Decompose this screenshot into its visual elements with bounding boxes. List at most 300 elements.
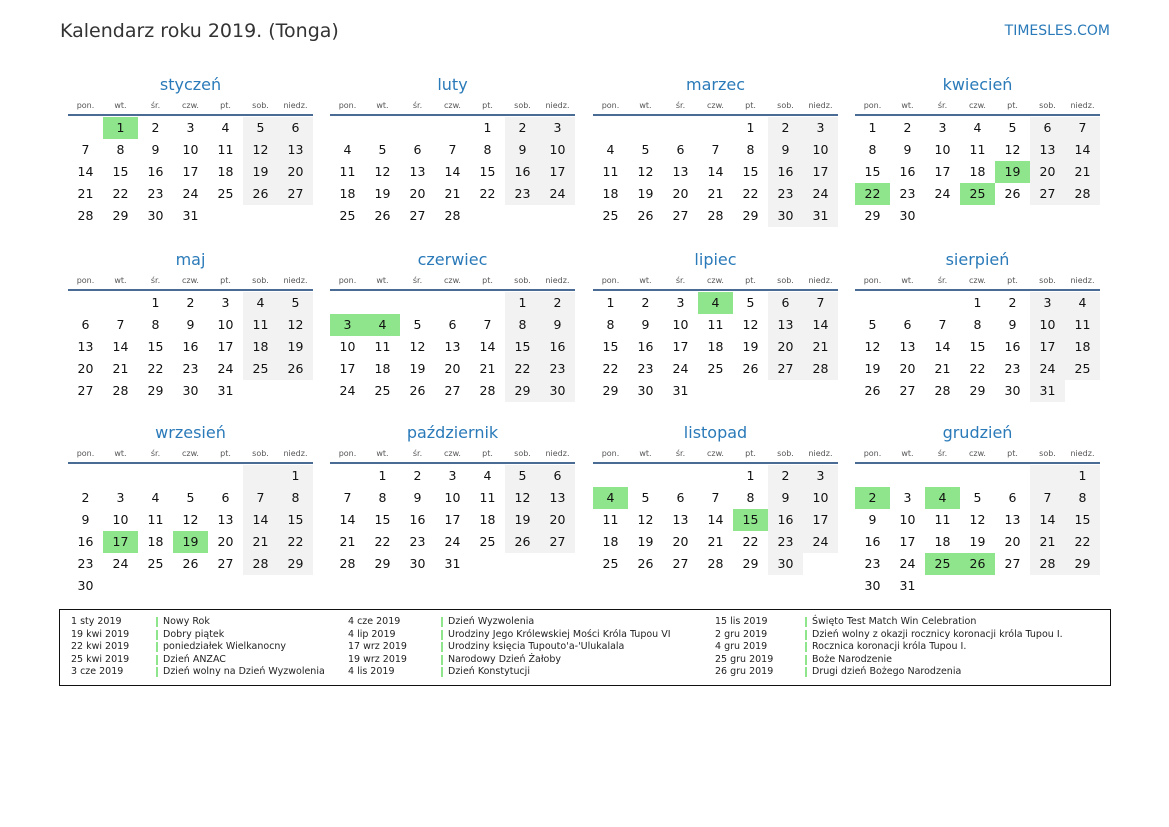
day-cell[interactable]: 5: [243, 117, 278, 139]
day-cell[interactable]: 20: [77, 361, 94, 376]
day-cell[interactable]: 6: [1008, 490, 1017, 505]
day-cell[interactable]: 18: [969, 164, 986, 179]
day-cell[interactable]: 4: [343, 142, 352, 157]
day-cell[interactable]: 29: [505, 380, 540, 402]
day-cell[interactable]: 10: [339, 339, 356, 354]
day-cell[interactable]: 1: [151, 295, 160, 310]
day-cell[interactable]: 24: [803, 531, 838, 553]
day-cell[interactable]: 22: [374, 534, 391, 549]
day-cell[interactable]: 22: [602, 361, 619, 376]
day-cell[interactable]: 19: [742, 339, 759, 354]
day-cell[interactable]: 23: [182, 361, 199, 376]
day-cell[interactable]: 5: [505, 465, 540, 487]
day-cell[interactable]: 27: [217, 556, 234, 571]
day-cell[interactable]: 9: [768, 139, 803, 161]
day-cell[interactable]: 17: [217, 339, 234, 354]
day-cell[interactable]: 15: [479, 164, 496, 179]
day-cell[interactable]: 9: [540, 314, 575, 336]
day-cell[interactable]: 8: [151, 317, 160, 332]
day-cell[interactable]: 27: [1004, 556, 1021, 571]
day-cell[interactable]: 31: [899, 578, 916, 593]
day-cell[interactable]: 23: [768, 183, 803, 205]
day-cell[interactable]: 21: [77, 186, 94, 201]
day-cell[interactable]: 22: [112, 186, 129, 201]
day-cell[interactable]: 2: [1008, 295, 1017, 310]
day-cell[interactable]: 7: [938, 317, 947, 332]
day-cell[interactable]: 20: [1004, 534, 1021, 549]
day-cell[interactable]: 27: [899, 383, 916, 398]
day-cell[interactable]: 1: [1065, 465, 1100, 487]
day-cell[interactable]: 15: [278, 509, 313, 531]
day-cell[interactable]: 27: [672, 556, 689, 571]
day-cell[interactable]: 3: [186, 120, 195, 135]
day-cell[interactable]: 17: [899, 534, 916, 549]
day-cell[interactable]: 19: [864, 361, 881, 376]
day-cell[interactable]: 17: [444, 512, 461, 527]
day-cell[interactable]: 26: [960, 553, 995, 575]
day-cell[interactable]: 9: [868, 512, 877, 527]
day-cell[interactable]: 31: [672, 383, 689, 398]
day-cell[interactable]: 10: [540, 139, 575, 161]
day-cell[interactable]: 15: [602, 339, 619, 354]
day-cell[interactable]: 5: [641, 142, 650, 157]
day-cell[interactable]: 30: [182, 383, 199, 398]
day-cell[interactable]: 19: [505, 509, 540, 531]
day-cell[interactable]: 15: [505, 336, 540, 358]
day-cell[interactable]: 8: [1065, 487, 1100, 509]
day-cell[interactable]: 3: [540, 117, 575, 139]
day-cell[interactable]: 6: [221, 490, 230, 505]
day-cell[interactable]: 24: [803, 183, 838, 205]
day-cell[interactable]: 28: [444, 208, 461, 223]
day-cell[interactable]: 20: [540, 509, 575, 531]
day-cell[interactable]: 22: [1065, 531, 1100, 553]
day-cell[interactable]: 29: [864, 208, 881, 223]
day-cell[interactable]: 24: [672, 361, 689, 376]
day-cell[interactable]: 16: [899, 164, 916, 179]
day-cell[interactable]: 12: [1004, 142, 1021, 157]
day-cell[interactable]: 8: [746, 142, 755, 157]
day-cell[interactable]: 22: [855, 183, 890, 205]
day-cell[interactable]: 4: [973, 120, 982, 135]
day-cell[interactable]: 19: [173, 531, 208, 553]
day-cell[interactable]: 14: [444, 164, 461, 179]
day-cell[interactable]: 8: [868, 142, 877, 157]
day-cell[interactable]: 1: [483, 120, 492, 135]
day-cell[interactable]: 19: [637, 534, 654, 549]
day-cell[interactable]: 2: [768, 465, 803, 487]
day-cell[interactable]: 21: [707, 534, 724, 549]
day-cell[interactable]: 8: [505, 314, 540, 336]
day-cell[interactable]: 10: [934, 142, 951, 157]
day-cell[interactable]: 12: [637, 512, 654, 527]
day-cell[interactable]: 9: [903, 142, 912, 157]
day-cell[interactable]: 18: [374, 361, 391, 376]
day-cell[interactable]: 5: [1008, 120, 1017, 135]
day-cell[interactable]: 5: [186, 490, 195, 505]
day-cell[interactable]: 3: [676, 295, 685, 310]
day-cell[interactable]: 8: [278, 487, 313, 509]
day-cell[interactable]: 23: [1004, 361, 1021, 376]
day-cell[interactable]: 25: [374, 383, 391, 398]
day-cell[interactable]: 24: [540, 183, 575, 205]
day-cell[interactable]: 6: [1030, 117, 1065, 139]
day-cell[interactable]: 8: [973, 317, 982, 332]
day-cell[interactable]: 13: [217, 512, 234, 527]
day-cell[interactable]: 23: [505, 183, 540, 205]
day-cell[interactable]: 4: [606, 142, 615, 157]
day-cell[interactable]: 16: [768, 509, 803, 531]
day-cell[interactable]: 1: [868, 120, 877, 135]
day-cell[interactable]: 18: [243, 336, 278, 358]
day-cell[interactable]: 19: [409, 361, 426, 376]
day-cell[interactable]: 16: [1004, 339, 1021, 354]
day-cell[interactable]: 21: [479, 361, 496, 376]
day-cell[interactable]: 30: [147, 208, 164, 223]
day-cell[interactable]: 21: [243, 531, 278, 553]
day-cell[interactable]: 11: [479, 490, 496, 505]
day-cell[interactable]: 26: [742, 361, 759, 376]
day-cell[interactable]: 22: [742, 534, 759, 549]
day-cell[interactable]: 7: [711, 490, 720, 505]
day-cell[interactable]: 3: [448, 468, 457, 483]
day-cell[interactable]: 5: [278, 292, 313, 314]
day-cell[interactable]: 2: [903, 120, 912, 135]
day-cell[interactable]: 17: [540, 161, 575, 183]
day-cell[interactable]: 24: [217, 361, 234, 376]
day-cell[interactable]: 30: [409, 556, 426, 571]
day-cell[interactable]: 12: [969, 512, 986, 527]
day-cell[interactable]: 12: [409, 339, 426, 354]
day-cell[interactable]: 14: [707, 512, 724, 527]
day-cell[interactable]: 18: [934, 534, 951, 549]
day-cell[interactable]: 11: [243, 314, 278, 336]
day-cell[interactable]: 24: [444, 534, 461, 549]
day-cell[interactable]: 13: [1030, 139, 1065, 161]
day-cell[interactable]: 5: [973, 490, 982, 505]
day-cell[interactable]: 9: [413, 490, 422, 505]
day-cell[interactable]: 14: [243, 509, 278, 531]
day-cell[interactable]: 9: [505, 139, 540, 161]
day-cell[interactable]: 18: [147, 534, 164, 549]
day-cell[interactable]: 14: [803, 314, 838, 336]
day-cell[interactable]: 30: [768, 553, 803, 575]
day-cell[interactable]: 4: [221, 120, 230, 135]
day-cell[interactable]: 13: [409, 164, 426, 179]
day-cell[interactable]: 29: [602, 383, 619, 398]
day-cell[interactable]: 28: [934, 383, 951, 398]
day-cell[interactable]: 14: [339, 512, 356, 527]
day-cell[interactable]: 1: [746, 468, 755, 483]
day-cell[interactable]: 10: [182, 142, 199, 157]
day-cell[interactable]: 22: [969, 361, 986, 376]
day-cell[interactable]: 30: [864, 578, 881, 593]
day-cell[interactable]: 9: [1008, 317, 1017, 332]
day-cell[interactable]: 1: [973, 295, 982, 310]
day-cell[interactable]: 20: [899, 361, 916, 376]
day-cell[interactable]: 6: [768, 292, 803, 314]
day-cell[interactable]: 19: [374, 186, 391, 201]
day-cell[interactable]: 13: [899, 339, 916, 354]
day-cell[interactable]: 2: [855, 487, 890, 509]
day-cell[interactable]: 6: [903, 317, 912, 332]
day-cell[interactable]: 4: [483, 468, 492, 483]
day-cell[interactable]: 22: [278, 531, 313, 553]
day-cell[interactable]: 22: [742, 186, 759, 201]
day-cell[interactable]: 9: [641, 317, 650, 332]
day-cell[interactable]: 2: [151, 120, 160, 135]
day-cell[interactable]: 25: [479, 534, 496, 549]
day-cell[interactable]: 27: [540, 531, 575, 553]
day-cell[interactable]: 23: [147, 186, 164, 201]
day-cell[interactable]: 29: [742, 208, 759, 223]
day-cell[interactable]: 14: [479, 339, 496, 354]
day-cell[interactable]: 13: [444, 339, 461, 354]
day-cell[interactable]: 27: [672, 208, 689, 223]
day-cell[interactable]: 31: [1030, 380, 1065, 402]
day-cell[interactable]: 6: [676, 490, 685, 505]
day-cell[interactable]: 12: [182, 512, 199, 527]
day-cell[interactable]: 18: [707, 339, 724, 354]
day-cell[interactable]: 26: [243, 183, 278, 205]
day-cell[interactable]: 29: [969, 383, 986, 398]
day-cell[interactable]: 31: [444, 556, 461, 571]
day-cell[interactable]: 19: [995, 161, 1030, 183]
day-cell[interactable]: 18: [217, 164, 234, 179]
day-cell[interactable]: 20: [217, 534, 234, 549]
day-cell[interactable]: 16: [147, 164, 164, 179]
day-cell[interactable]: 25: [602, 556, 619, 571]
day-cell[interactable]: 25: [960, 183, 995, 205]
day-cell[interactable]: 11: [147, 512, 164, 527]
day-cell[interactable]: 30: [1004, 383, 1021, 398]
day-cell[interactable]: 25: [925, 553, 960, 575]
day-cell[interactable]: 28: [112, 383, 129, 398]
day-cell[interactable]: 23: [864, 556, 881, 571]
day-cell[interactable]: 28: [77, 208, 94, 223]
day-cell[interactable]: 12: [864, 339, 881, 354]
day-cell[interactable]: 24: [934, 186, 951, 201]
day-cell[interactable]: 14: [1065, 139, 1100, 161]
day-cell[interactable]: 10: [803, 487, 838, 509]
day-cell[interactable]: 28: [707, 556, 724, 571]
day-cell[interactable]: 11: [602, 512, 619, 527]
day-cell[interactable]: 29: [278, 553, 313, 575]
day-cell[interactable]: 25: [1065, 358, 1100, 380]
day-cell[interactable]: 20: [1030, 161, 1065, 183]
day-cell[interactable]: 19: [243, 161, 278, 183]
day-cell[interactable]: 5: [641, 490, 650, 505]
day-cell[interactable]: 18: [339, 186, 356, 201]
day-cell[interactable]: 16: [505, 161, 540, 183]
day-cell[interactable]: 18: [602, 534, 619, 549]
day-cell[interactable]: 29: [147, 383, 164, 398]
day-cell[interactable]: 1: [278, 465, 313, 487]
day-cell[interactable]: 21: [707, 186, 724, 201]
day-cell[interactable]: 10: [672, 317, 689, 332]
day-cell[interactable]: 11: [934, 512, 951, 527]
day-cell[interactable]: 20: [768, 336, 803, 358]
day-cell[interactable]: 15: [733, 509, 768, 531]
day-cell[interactable]: 3: [1030, 292, 1065, 314]
day-cell[interactable]: 13: [672, 512, 689, 527]
day-cell[interactable]: 10: [217, 317, 234, 332]
day-cell[interactable]: 26: [505, 531, 540, 553]
day-cell[interactable]: 3: [330, 314, 365, 336]
day-cell[interactable]: 21: [444, 186, 461, 201]
day-cell[interactable]: 22: [479, 186, 496, 201]
day-cell[interactable]: 11: [602, 164, 619, 179]
day-cell[interactable]: 2: [81, 490, 90, 505]
day-cell[interactable]: 9: [186, 317, 195, 332]
day-cell[interactable]: 8: [606, 317, 615, 332]
day-cell[interactable]: 4: [243, 292, 278, 314]
day-cell[interactable]: 12: [243, 139, 278, 161]
day-cell[interactable]: 17: [934, 164, 951, 179]
day-cell[interactable]: 19: [969, 534, 986, 549]
day-cell[interactable]: 8: [483, 142, 492, 157]
day-cell[interactable]: 2: [186, 295, 195, 310]
day-cell[interactable]: 6: [413, 142, 422, 157]
day-cell[interactable]: 16: [637, 339, 654, 354]
day-cell[interactable]: 13: [77, 339, 94, 354]
day-cell[interactable]: 6: [540, 465, 575, 487]
day-cell[interactable]: 31: [182, 208, 199, 223]
day-cell[interactable]: 13: [768, 314, 803, 336]
day-cell[interactable]: 11: [339, 164, 356, 179]
day-cell[interactable]: 28: [479, 383, 496, 398]
day-cell[interactable]: 23: [77, 556, 94, 571]
day-cell[interactable]: 11: [1065, 314, 1100, 336]
day-cell[interactable]: 9: [768, 487, 803, 509]
day-cell[interactable]: 3: [221, 295, 230, 310]
day-cell[interactable]: 7: [803, 292, 838, 314]
day-cell[interactable]: 7: [343, 490, 352, 505]
day-cell[interactable]: 10: [444, 490, 461, 505]
day-cell[interactable]: 25: [707, 361, 724, 376]
day-cell[interactable]: 10: [1030, 314, 1065, 336]
day-cell[interactable]: 27: [409, 208, 426, 223]
day-cell[interactable]: 4: [1065, 292, 1100, 314]
day-cell[interactable]: 14: [112, 339, 129, 354]
day-cell[interactable]: 28: [707, 208, 724, 223]
day-cell[interactable]: 12: [278, 314, 313, 336]
day-cell[interactable]: 7: [1065, 117, 1100, 139]
day-cell[interactable]: 15: [969, 339, 986, 354]
day-cell[interactable]: 5: [746, 295, 755, 310]
day-cell[interactable]: 17: [103, 531, 138, 553]
day-cell[interactable]: 3: [938, 120, 947, 135]
day-cell[interactable]: 27: [768, 358, 803, 380]
day-cell[interactable]: 30: [540, 380, 575, 402]
day-cell[interactable]: 28: [803, 358, 838, 380]
day-cell[interactable]: 17: [182, 164, 199, 179]
day-cell[interactable]: 14: [934, 339, 951, 354]
day-cell[interactable]: 1: [606, 295, 615, 310]
day-cell[interactable]: 4: [698, 292, 733, 314]
day-cell[interactable]: 6: [676, 142, 685, 157]
day-cell[interactable]: 20: [278, 161, 313, 183]
day-cell[interactable]: 12: [742, 317, 759, 332]
day-cell[interactable]: 21: [1030, 531, 1065, 553]
day-cell[interactable]: 17: [1030, 336, 1065, 358]
day-cell[interactable]: 22: [147, 361, 164, 376]
day-cell[interactable]: 24: [339, 383, 356, 398]
day-cell[interactable]: 10: [803, 139, 838, 161]
day-cell[interactable]: 31: [803, 205, 838, 227]
day-cell[interactable]: 3: [903, 490, 912, 505]
day-cell[interactable]: 5: [378, 142, 387, 157]
day-cell[interactable]: 21: [803, 336, 838, 358]
day-cell[interactable]: 26: [409, 383, 426, 398]
day-cell[interactable]: 21: [934, 361, 951, 376]
day-cell[interactable]: 29: [112, 208, 129, 223]
day-cell[interactable]: 11: [969, 142, 986, 157]
day-cell[interactable]: 15: [147, 339, 164, 354]
day-cell[interactable]: 15: [1065, 509, 1100, 531]
day-cell[interactable]: 17: [672, 339, 689, 354]
day-cell[interactable]: 20: [444, 361, 461, 376]
day-cell[interactable]: 4: [925, 487, 960, 509]
day-cell[interactable]: 7: [1030, 487, 1065, 509]
day-cell[interactable]: 27: [77, 383, 94, 398]
day-cell[interactable]: 9: [151, 142, 160, 157]
day-cell[interactable]: 19: [637, 186, 654, 201]
day-cell[interactable]: 8: [746, 490, 755, 505]
day-cell[interactable]: 8: [116, 142, 125, 157]
day-cell[interactable]: 16: [540, 336, 575, 358]
day-cell[interactable]: 18: [1065, 336, 1100, 358]
day-cell[interactable]: 4: [593, 487, 628, 509]
day-cell[interactable]: 2: [413, 468, 422, 483]
day-cell[interactable]: 1: [378, 468, 387, 483]
day-cell[interactable]: 15: [374, 512, 391, 527]
day-cell[interactable]: 16: [409, 512, 426, 527]
day-cell[interactable]: 18: [602, 186, 619, 201]
day-cell[interactable]: 6: [278, 117, 313, 139]
day-cell[interactable]: 30: [768, 205, 803, 227]
day-cell[interactable]: 20: [672, 534, 689, 549]
day-cell[interactable]: 13: [278, 139, 313, 161]
day-cell[interactable]: 27: [444, 383, 461, 398]
day-cell[interactable]: 23: [540, 358, 575, 380]
day-cell[interactable]: 24: [112, 556, 129, 571]
day-cell[interactable]: 7: [448, 142, 457, 157]
day-cell[interactable]: 5: [413, 317, 422, 332]
day-cell[interactable]: 12: [505, 487, 540, 509]
day-cell[interactable]: 1: [505, 292, 540, 314]
day-cell[interactable]: 4: [365, 314, 400, 336]
day-cell[interactable]: 27: [278, 183, 313, 205]
day-cell[interactable]: 13: [672, 164, 689, 179]
day-cell[interactable]: 3: [803, 117, 838, 139]
day-cell[interactable]: 23: [768, 531, 803, 553]
day-cell[interactable]: 20: [672, 186, 689, 201]
day-cell[interactable]: 22: [505, 358, 540, 380]
day-cell[interactable]: 3: [116, 490, 125, 505]
day-cell[interactable]: 28: [1030, 553, 1065, 575]
day-cell[interactable]: 9: [81, 512, 90, 527]
day-cell[interactable]: 11: [217, 142, 234, 157]
day-cell[interactable]: 20: [409, 186, 426, 201]
day-cell[interactable]: 26: [374, 208, 391, 223]
day-cell[interactable]: 6: [81, 317, 90, 332]
day-cell[interactable]: 15: [864, 164, 881, 179]
day-cell[interactable]: 16: [182, 339, 199, 354]
day-cell[interactable]: 11: [374, 339, 391, 354]
day-cell[interactable]: 21: [112, 361, 129, 376]
day-cell[interactable]: 28: [339, 556, 356, 571]
